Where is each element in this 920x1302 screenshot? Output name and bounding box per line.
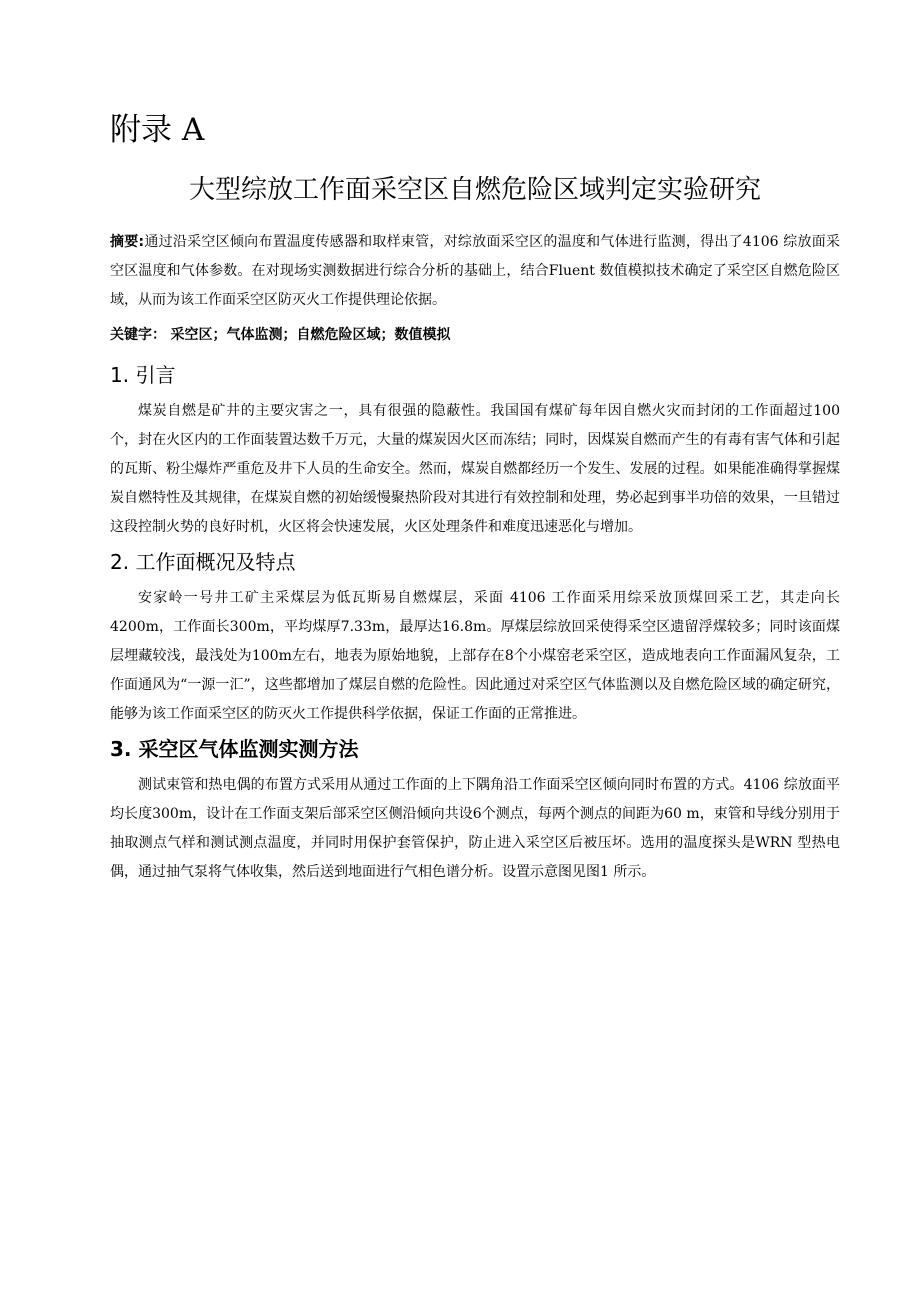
section-body-gas-monitoring-method: 测试束管和热电偶的布置方式采用从通过工作面的上下隅角沿工作面采空区倾向同时布置的方式。4106 综放面平均长度300m，设计在工作面支架后部采空区侧沿倾向共设6个测点，每两个测点的间距为60 m，束管和导线分别用于抽取测点气样和测试测点温度，并同时用保护套管保护，防止进入采空区后被压坏。选用的温度探头是WRN 型热电偶，通过抽气泵将气体收集，然后送到地面进行气相色谱分析。设置示意图见图1 所示。 (110, 777, 840, 880)
document-page (110, 108, 840, 889)
paper-title: 大型综放工作面采空区自燃危险区域判定实验研究 (188, 175, 761, 205)
abstract-label: 摘要: (110, 234, 145, 250)
appendix-title: 附录 A (110, 112, 205, 148)
section-heading-introduction: 1. 引言 (110, 363, 176, 387)
section-body-introduction: 煤炭自燃是矿井的主要灾害之一，具有很强的隐蔽性。我国国有煤矿每年因自燃火灾而封闭的工作面超过100 个，封在火区内的工作面装置达数千万元，大量的煤炭因火区而冻结；同时，因煤炭自燃而产生的有毒有害气体和引起的瓦斯、粉尘爆炸严重危及井下人员的生命安全。然而，煤炭自燃都经历一个发生、发展的过程。如果能准确得掌握煤炭自燃特性及其规律，在煤炭自燃的初始缓慢聚热阶段对其进行有效控制和处理，势必起到事半功倍的效果，一旦错过这段控制火势的良好时机，火区将会快速发展，火区处理条件和难度迅速恶化与增加。 (110, 403, 840, 535)
section-body-working-face-overview: 安家岭一号井工矿主采煤层为低瓦斯易自燃煤层，采面 4106 工作面采用综采放顶煤回采工艺，其走向长4200m，工作面长300m，平均煤厚7.33m，最厚达16.8m。厚煤层综放回采使得采空区遗留浮煤较多；同时该面煤层埋藏较浅，最浅处为100m左右，地表为原始地貌，上部存在8个小煤窑老采空区，造成地表向工作面漏风复杂，工作面通风为“一源一汇”，这些都增加了煤层自燃的危险性。因此通过对采空区气体监测以及自燃危险区域的确定研究，能够为该工作面采空区的防灭火工作提供科学依据，保证工作面的正常推进。 (110, 590, 840, 722)
section-heading-gas-monitoring-method: 3. 采空区气体监测实测方法 (110, 737, 359, 761)
keywords (110, 321, 840, 349)
abstract-text: 通过沿采空区倾向布置温度传感器和取样束管，对综放面采空区的温度和气体进行监测，得出了4106 综放面采空区温度和气体参数。在对现场实测数据进行综合分析的基础上，结合Fluent 数值模拟技术确定了采空区自燃危险区域，从而为该工作面采空区防灭火工作提供理论依据。 (110, 234, 840, 308)
abstract (110, 228, 840, 315)
keywords-label: 关键字： (110, 327, 166, 343)
section-heading-working-face-overview: 2. 工作面概况及特点 (110, 550, 296, 574)
keywords-text: 采空区；气体监测；自燃危险区域；数值模拟 (170, 327, 451, 343)
